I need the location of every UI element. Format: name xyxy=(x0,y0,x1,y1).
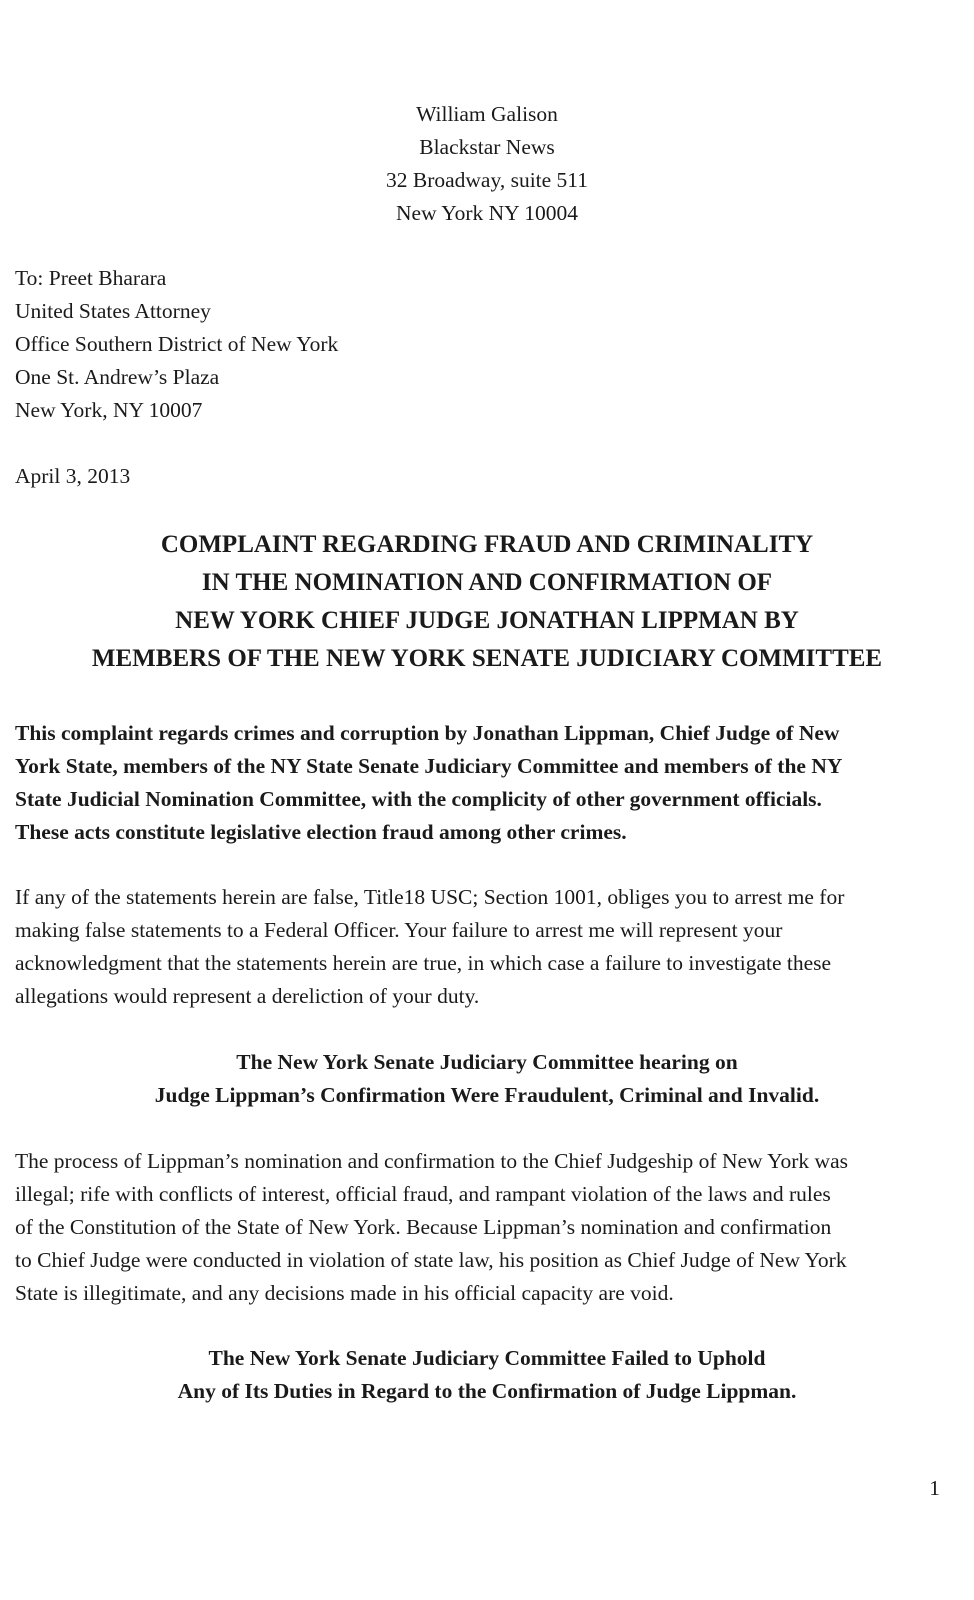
statement-line: If any of the statements herein are false, Title18 USC; Section 1001, obliges you to arrest me for xyxy=(15,885,845,909)
recipient-office: Office Southern District of New York xyxy=(15,332,339,356)
section-heading: The New York Senate Judiciary Committee hearing on xyxy=(236,1050,738,1074)
statement-line: allegations would represent a dereliction of your duty. xyxy=(15,984,480,1008)
page-number: 1 xyxy=(929,1476,940,1500)
section-heading: Any of Its Duties in Regard to the Confirmation of Judge Lippman. xyxy=(177,1379,797,1403)
sender-name: William Galison xyxy=(416,102,558,126)
recipient-city: New York, NY 10007 xyxy=(15,398,203,422)
title-line: MEMBERS OF THE NEW YORK SENATE JUDICIARY COMMITTEE xyxy=(91,645,883,672)
recipient-to: To: Preet Bharara xyxy=(15,266,167,290)
title-line: NEW YORK CHIEF JUDGE JONATHAN LIPPMAN BY xyxy=(175,607,799,634)
title-line: IN THE NOMINATION AND CONFIRMATION OF xyxy=(201,569,773,596)
section-heading: Judge Lippman’s Confirmation Were Fraudulent, Criminal and Invalid. xyxy=(154,1083,820,1107)
summary-line: This complaint regards crimes and corruption by Jonathan Lippman, Chief Judge of New xyxy=(15,721,840,745)
statement-line: acknowledgment that the statements herein are true, in which case a failure to investigate these xyxy=(15,951,832,975)
sender-street: 32 Broadway, suite 511 xyxy=(385,168,589,192)
statement-line: making false statements to a Federal Officer. Your failure to arrest me will represent your xyxy=(15,918,783,942)
summary-line: York State, members of the NY State Senate Judiciary Committee and members of the NY xyxy=(15,754,843,778)
process-line: to Chief Judge were conducted in violation of state law, his position as Chief Judge of New York xyxy=(15,1248,847,1272)
sender-organization: Blackstar News xyxy=(419,135,555,159)
section-heading: The New York Senate Judiciary Committee Failed to Uphold xyxy=(208,1346,766,1370)
process-line: State is illegitimate, and any decisions made in his official capacity are void. xyxy=(15,1281,674,1305)
process-line: of the Constitution of the State of New York. Because Lippman’s nomination and confirmation xyxy=(15,1215,832,1239)
recipient-title: United States Attorney xyxy=(15,299,211,323)
summary-line: These acts constitute legislative election fraud among other crimes. xyxy=(15,820,627,844)
title-line: COMPLAINT REGARDING FRAUD AND CRIMINALITY xyxy=(160,531,814,558)
process-line: The process of Lippman’s nomination and confirmation to the Chief Judgeship of New York was xyxy=(15,1149,848,1173)
process-line: illegal; rife with conflicts of interest, official fraud, and rampant violation of the laws and rules xyxy=(15,1182,831,1206)
letter-date: April 3, 2013 xyxy=(15,464,131,488)
sender-city: New York NY 10004 xyxy=(396,201,578,225)
recipient-street: One St. Andrew’s Plaza xyxy=(15,365,220,389)
summary-line: State Judicial Nomination Committee, with the complicity of other government officials. xyxy=(15,787,822,811)
